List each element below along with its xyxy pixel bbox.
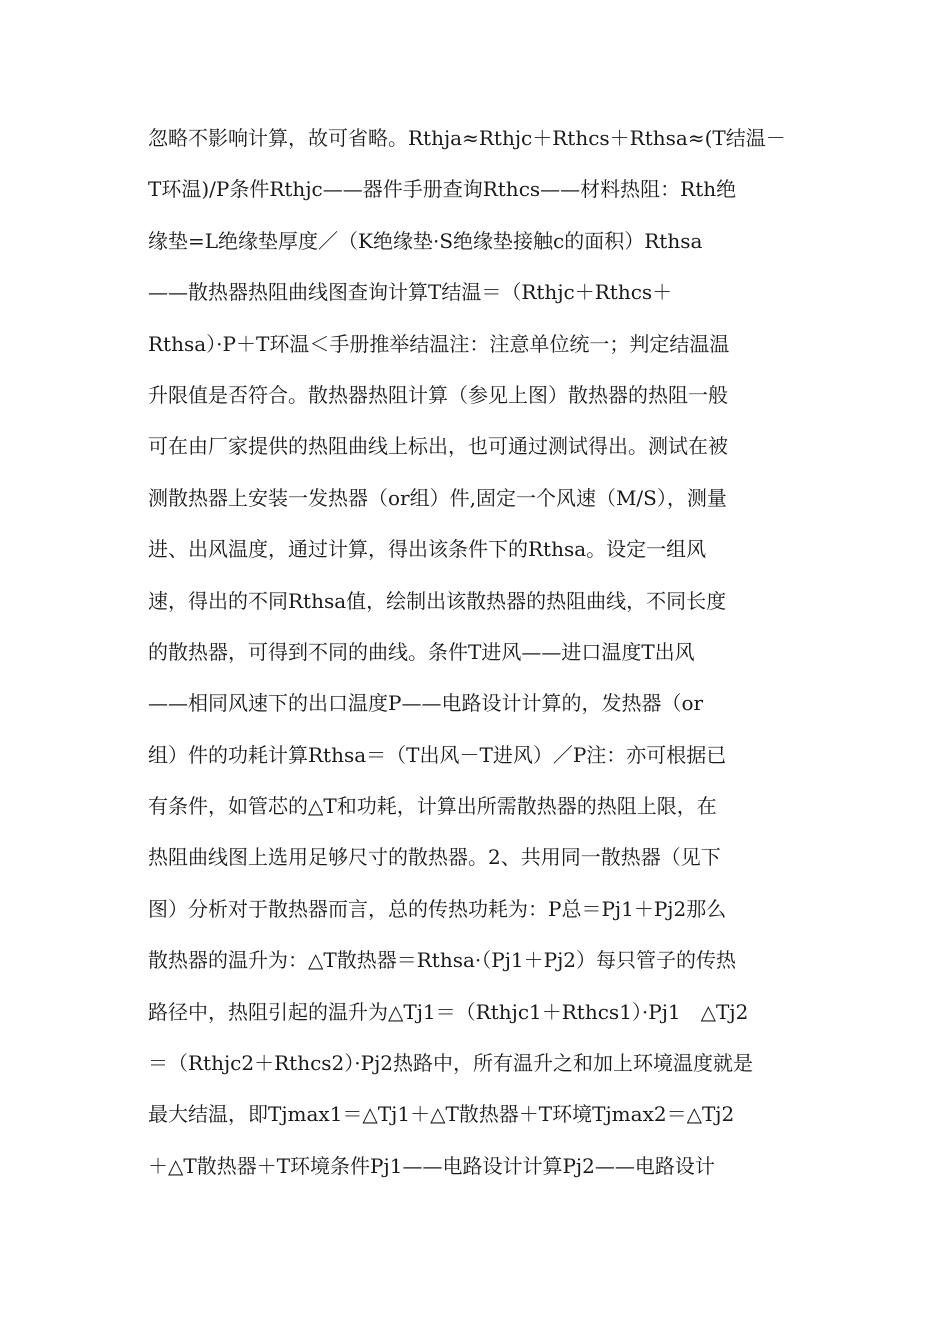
text-line: ＝（Rthjc2＋Rthcs2）·Pj2热路中，所有温升之和加上环境温度就是 <box>148 1051 754 1076</box>
text-line: 路径中，热阻引起的温升为△Tj1＝（Rthjc1＋Rthcs1）·Pj1 △Tj2 <box>148 999 749 1024</box>
text-line: 忽略不影响计算，故可省略。Rthja≈Rthjc＋Rthcs＋Rthsa≈(T结温－ <box>148 126 786 150</box>
text-line: 速，得出的不同Rthsa值，绘制出该散热器的热阻曲线，不同长度 <box>148 588 727 613</box>
text-line: 热阻曲线图上选用足够尺寸的散热器。2、共用同一散热器（见下 <box>148 845 721 870</box>
text-line: 散热器的温升为：△T散热器＝Rthsa·（Pj1＋Pj2）每只管子的传热 <box>148 948 737 973</box>
text-line: ＋△T散热器＋T环境条件Pj1——电路设计计算Pj2——电路设计 <box>148 1153 715 1178</box>
text-line: ——相同风速下的出口温度P——电路设计计算的，发热器（or <box>148 691 704 716</box>
body-paragraph <box>148 113 808 1192</box>
text-line: 图）分析对于散热器而言，总的传热功耗为：P总＝Pj1＋Pj2那么 <box>148 896 727 921</box>
text-line: 进、出风温度，通过计算，得出该条件下的Rthsa。设定一组风 <box>148 537 707 562</box>
text-line: 有条件，如管芯的△T和功耗，计算出所需散热器的热阻上限，在 <box>148 794 717 819</box>
text-line: 可在由厂家提供的热阻曲线上标出，也可通过测试得出。测试在被 <box>148 434 728 459</box>
text-line: ——散热器热阻曲线图查询计算T结温＝（Rthjc＋Rthcs＋ <box>148 280 673 305</box>
text-line: T环温)/P条件Rthjc——器件手册查询Rthcs——材料热阻：Rth绝 <box>148 177 737 202</box>
text-line: 最大结温，即Tjmax1＝△Tj1＋△T散热器＋T环境Tjmax2＝△Tj2 <box>148 1102 735 1127</box>
text-line: Rthsa）·P＋T环温＜手册推举结温注：注意单位统一；判定结温温 <box>148 331 730 356</box>
text-line: 缘垫=L绝缘垫厚度／（K绝缘垫·S绝缘垫接触c的面积）Rthsa <box>148 228 703 253</box>
text-line: 测散热器上安装一发热器（or组）件,固定一个风速（M/S），测量 <box>148 485 727 510</box>
text-line: 的散热器，可得到不同的曲线。条件T进风——进口温度T出风 <box>148 639 695 664</box>
text-line: 升限值是否符合。散热器热阻计算（参见上图）散热器的热阻一般 <box>148 382 728 407</box>
text-line: 组）件的功耗计算Rthsa＝（T出风－T进风）／P注：亦可根据已 <box>148 742 727 767</box>
